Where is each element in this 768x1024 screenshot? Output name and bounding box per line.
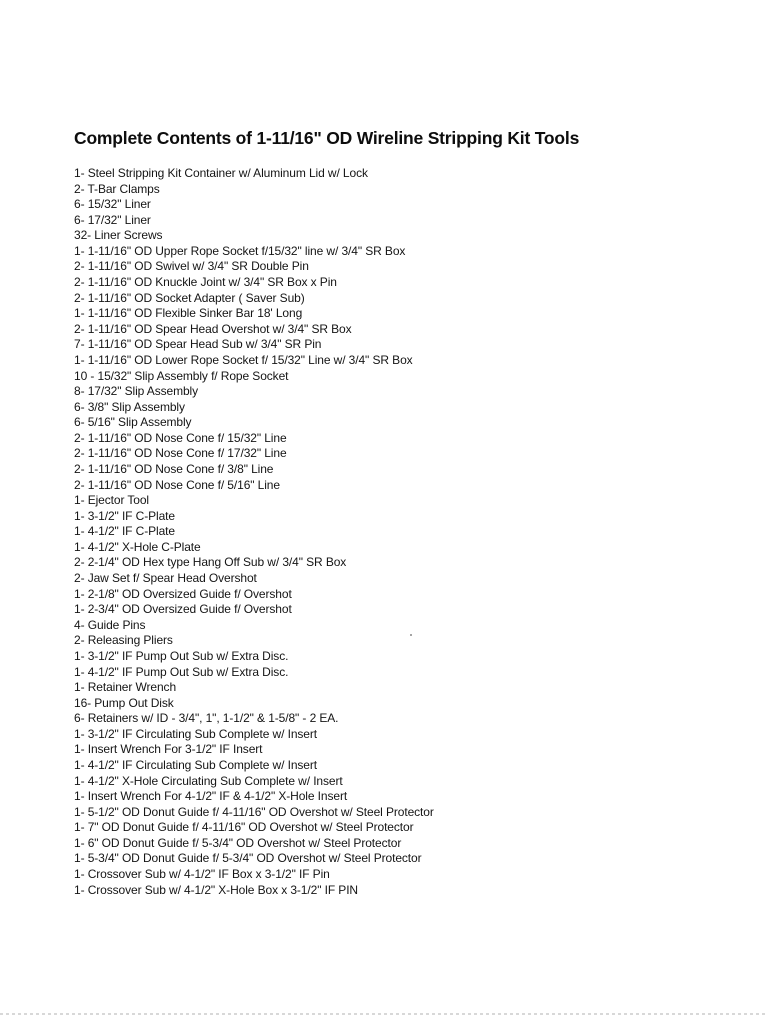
list-item: 1- Insert Wrench For 4-1/2" IF & 4-1/2" X-Hole Insert: [74, 789, 348, 804]
scan-edge-artifact: [0, 1013, 768, 1015]
list-item: 1- 4-1/2" X-Hole C-Plate: [74, 539, 201, 554]
list-item: 2- 1-11/16" OD Knuckle Joint w/ 3/4" SR Box x Pin: [74, 275, 337, 290]
list-item: 1- 2-1/8" OD Oversized Guide f/ Overshot: [74, 586, 292, 601]
list-item: 7- 1-11/16" OD Spear Head Sub w/ 3/4" SR Pin: [74, 337, 322, 352]
list-item: 2- 1-11/16" OD Nose Cone f/ 5/16" Line: [74, 477, 280, 492]
list-item: 1- 2-3/4" OD Oversized Guide f/ Overshot: [74, 602, 292, 617]
list-item: 4- Guide Pins: [74, 617, 146, 632]
list-item: 1- 1-11/16" OD Flexible Sinker Bar 18' Long: [74, 306, 303, 321]
list-item: 1- 3-1/2" IF Pump Out Sub w/ Extra Disc.: [74, 648, 289, 663]
list-item: 8- 17/32" Slip Assembly: [74, 384, 199, 399]
list-item: 6- 3/8" Slip Assembly: [74, 399, 185, 414]
tool-contents-list: [74, 166, 434, 898]
list-item: 2- 1-11/16" OD Socket Adapter ( Saver Sub): [74, 290, 305, 305]
list-item: 6- 15/32" Liner: [74, 197, 151, 212]
list-item: 1- Ejector Tool: [74, 493, 149, 508]
list-item: 1- 3-1/2" IF C-Plate: [74, 508, 175, 523]
list-item: 2- 1-11/16" OD Swivel w/ 3/4" SR Double Pin: [74, 259, 309, 274]
list-item: 1- 5-1/2" OD Donut Guide f/ 4-11/16" OD Overshot w/ Steel Protector: [74, 804, 434, 819]
list-item: 2- 1-11/16" OD Spear Head Overshot w/ 3/4" SR Box: [74, 321, 352, 336]
list-item: 1- Insert Wrench For 3-1/2" IF Insert: [74, 742, 263, 757]
list-item: 2- T-Bar Clamps: [74, 181, 160, 196]
list-item: 1- 1-11/16" OD Lower Rope Socket f/ 15/32" Line w/ 3/4" SR Box: [74, 352, 413, 367]
list-item: 2- Jaw Set f/ Spear Head Overshot: [74, 571, 257, 586]
list-item: 1- 4-1/2" IF Circulating Sub Complete w/ Insert: [74, 757, 317, 772]
list-item: 2- 1-11/16" OD Nose Cone f/ 17/32" Line: [74, 446, 287, 461]
list-item: 32- Liner Screws: [74, 228, 163, 243]
list-item: 1- 6" OD Donut Guide f/ 5-3/4" OD Overshot w/ Steel Protector: [74, 835, 402, 850]
list-item: 1- 3-1/2" IF Circulating Sub Complete w/ Insert: [74, 726, 317, 741]
list-item: 1- Retainer Wrench: [74, 680, 177, 695]
list-item: 1- Crossover Sub w/ 4-1/2" IF Box x 3-1/2" IF Pin: [74, 867, 330, 882]
list-item: 6- 5/16" Slip Assembly: [74, 415, 192, 430]
list-item: 6- 17/32" Liner: [74, 212, 151, 227]
list-item: 1- 4-1/2" IF C-Plate: [74, 524, 175, 539]
list-item: 1- 7" OD Donut Guide f/ 4-11/16" OD Overshot w/ Steel Protector: [74, 820, 414, 835]
list-item: 1- 4-1/2" X-Hole Circulating Sub Complete w/ Insert: [74, 773, 343, 788]
list-item: 2- 1-11/16" OD Nose Cone f/ 15/32" Line: [74, 430, 287, 445]
list-item: 2- Releasing Pliers: [74, 633, 173, 648]
list-item: 6- Retainers w/ ID - 3/4", 1", 1-1/2" & 1-5/8" - 2 EA.: [74, 711, 339, 726]
list-item: 16- Pump Out Disk: [74, 695, 174, 710]
list-item: 2- 1-11/16" OD Nose Cone f/ 3/8" Line: [74, 461, 274, 476]
list-item: 1- 5-3/4" OD Donut Guide f/ 5-3/4" OD Overshot w/ Steel Protector: [74, 851, 422, 866]
list-item: 1- Steel Stripping Kit Container w/ Aluminum Lid w/ Lock: [74, 166, 368, 180]
list-item: 1- Crossover Sub w/ 4-1/2" X-Hole Box x 3-1/2" IF PIN: [74, 882, 358, 897]
list-item: 1- 4-1/2" IF Pump Out Sub w/ Extra Disc.: [74, 664, 289, 679]
list-item: 10 - 15/32" Slip Assembly f/ Rope Socket: [74, 368, 289, 383]
scan-speck: [410, 634, 412, 636]
list-item: 2- 2-1/4" OD Hex type Hang Off Sub w/ 3/4" SR Box: [74, 555, 347, 570]
list-item: 1- 1-11/16" OD Upper Rope Socket f/15/32" line w/ 3/4" SR Box: [74, 243, 406, 258]
document-title: Complete Contents of 1-11/16" OD Wireline Stripping Kit Tools: [74, 128, 580, 148]
